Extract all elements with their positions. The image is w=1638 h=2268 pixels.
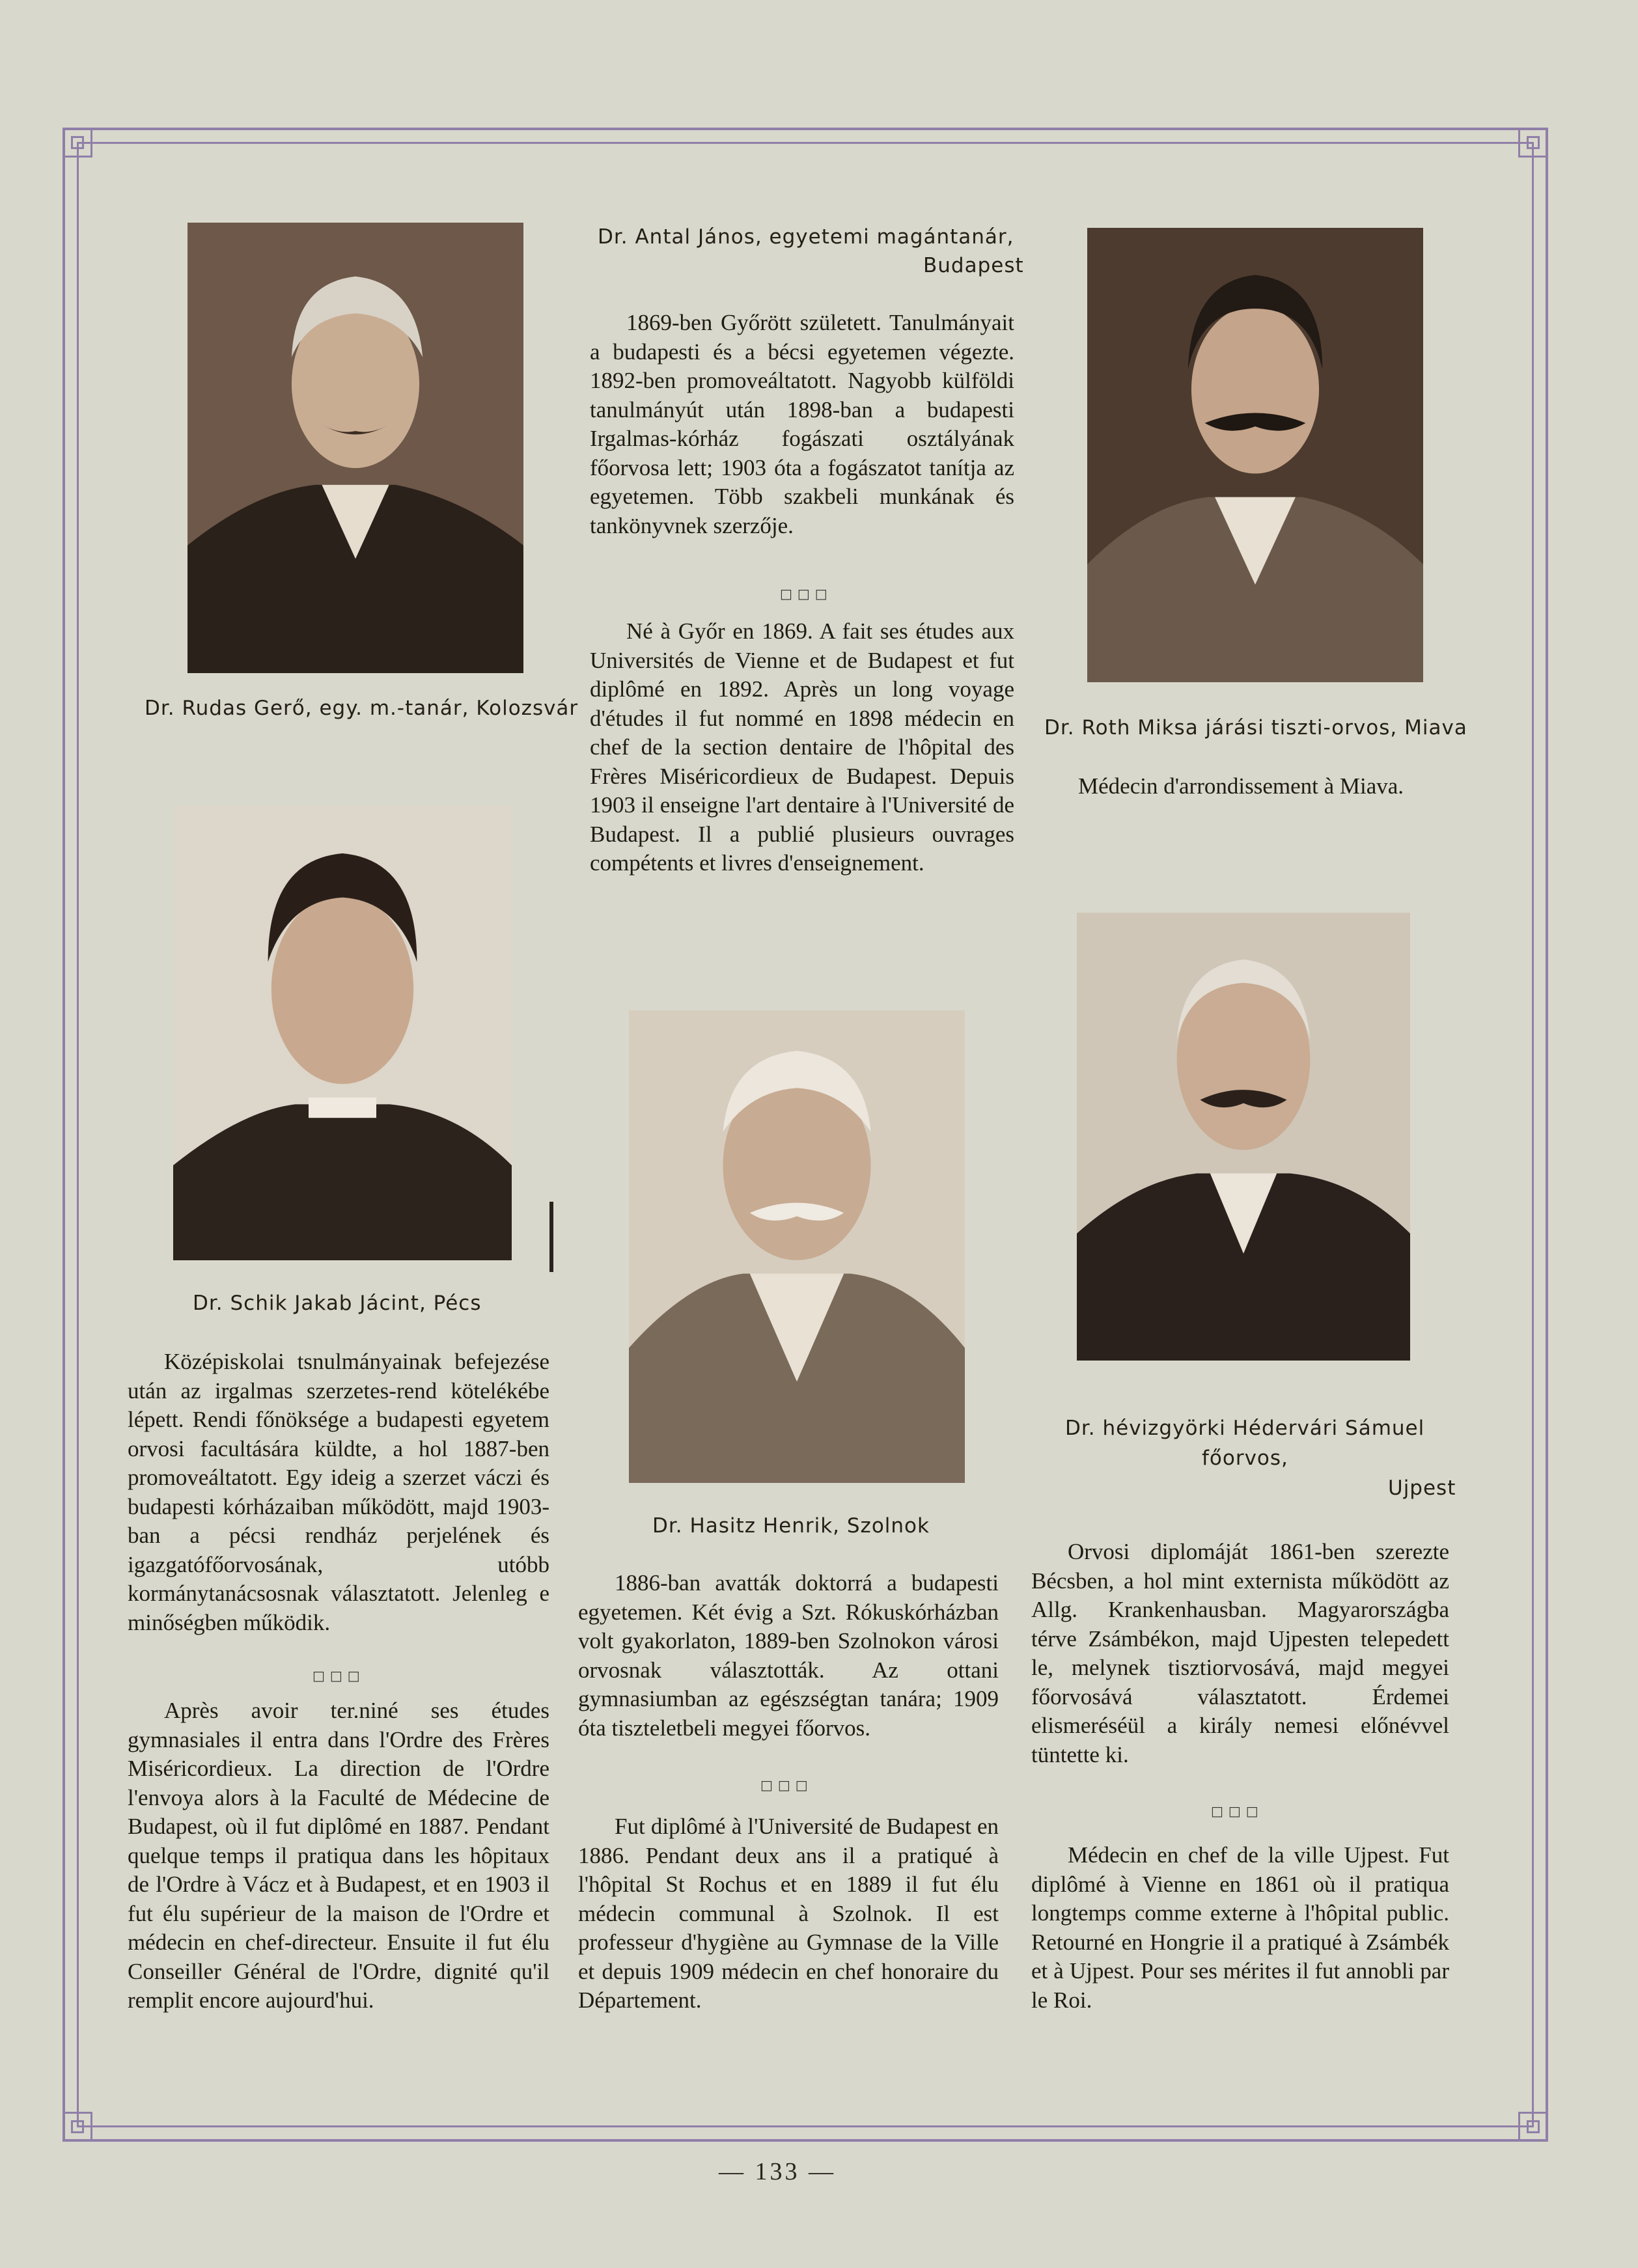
portrait-photo-roth <box>1087 228 1423 682</box>
page-number: — 133 — <box>719 2158 836 2185</box>
text-schik-hungarian: Középiskolai tsnulmányainak befejezése után az irgalmas szerzetes-rend kötelékébe lépett. Rendi főnöksége a budapesti egyetem orvosi facultására küldte, a hol 1887-ben promoveáltatott. Egy ideig a szerzet váczi és budapesti kórházaiban működött, majd 1903-ban a pécsi rendház perjelének és igazgatófőorvosának, utóbb kormánytanácsosnak választatott. Jelenleg e minőségben működik. <box>128 1349 549 1635</box>
caption-roth: Dr. Roth Miksa járási tiszti-orvos, Miava <box>1044 716 1467 740</box>
text-antal-french: Né à Győr en 1869. A fait ses études aux Universités de Vienne et de Budapest et fut diplômé en 1892. Après un long voyage d'études il fut nommé en 1898 médecin en chef de la section dentaire de l'hôpital des Frères Miséricordieux de Budapest. Depuis 1903 il enseigne l'art dentaire à l'Université de Budapest. Il a publié plusieurs ouvrages compétents et livres d'enseignement. <box>590 618 1014 876</box>
caption-antal-line1: Dr. Antal János, egyetemi magántanár, <box>598 225 1014 249</box>
portrait-photo-schik <box>173 806 512 1260</box>
section-separator <box>760 1777 813 1793</box>
text-schik-french: Après avoir ter.niné ses études gymnasiales il entra dans l'Ordre des Frères Miséricordieux. La direction de l'Ordre l'envoya alors à la Faculté de Médecine de Budapest, où il fut diplômé en 1887. Pendant quelque temps il pratiqua dans les hôpitaux de l'Ordre à Vácz et à Budapest, et en 1903 il fut élu supérieur de la maison de l'Ordre et médecin en chef-directeur. Ensuite il fut élu Conseiller Général de l'Ordre, dignité qu'il remplit encore aujourd'hui. <box>128 1698 549 2013</box>
caption-hasitz: Dr. Hasitz Henrik, Szolnok <box>652 1514 930 1538</box>
caption-hedervari-line2: főorvos, <box>1202 1446 1288 1470</box>
frame-corner-ornament <box>62 128 92 158</box>
text-roth-french: Médecin d'arrondissement à Miava. <box>1078 773 1404 799</box>
caption-antal-line2: Budapest <box>923 254 1024 277</box>
frame-corner-ornament <box>1518 128 1548 158</box>
caption-hedervari-line1: Dr. hévizgyörki Hédervári Sámuel <box>1065 1417 1425 1440</box>
text-hasitz-hungarian: 1886-ban avatták doktorrá a budapesti egyetemen. Két évig a Szt. Rókuskórházban volt gyakorlaton, 1889-ben Szolnokon városi orvosnak választották. Az ottani gymnasiumban az egészségtan tanára; 1909 óta tiszteletbeli megyei főorvos. <box>578 1570 999 1741</box>
portrait-photo-rudas <box>187 223 523 673</box>
text-hedervari-hungarian: Orvosi diplomáját 1861-ben szerezte Bécsben, a hol mint externista működött az Allg. Krankenhausban. Magyarországba térve Zsámbékon, majd Ujpesten telepedett le, melynek tisztiorvosává, majd megyei főorvosává választatott. Érdemei elismeréséül a király nemesi előnévvel tüntette ki. <box>1031 1539 1449 1767</box>
section-separator <box>780 586 833 602</box>
text-hasitz-french: Fut diplômé à l'Université de Budapest en 1886. Pendant deux ans il a pratiqué à l'hôpital St Rochus et en 1889 il fut élu médecin communal à Szolnok. Il est professeur d'hygiène au Gymnase de la Ville et depuis 1909 médecin en chef honoraire du Département. <box>578 1814 999 2013</box>
frame-corner-ornament <box>62 2112 92 2142</box>
frame-corner-ornament <box>1518 2112 1548 2142</box>
portrait-photo-hasitz <box>629 1010 965 1483</box>
section-separator <box>1211 1803 1264 1819</box>
portrait-photo-hedervari <box>1077 913 1410 1361</box>
caption-rudas: Dr. Rudas Gerő, egy. m.-tanár, Kolozsvár <box>145 697 579 720</box>
text-hedervari-french: Médecin en chef de la ville Ujpest. Fut diplômé à Vienne en 1861 où il pratiqua longtemps comme externe à l'hôpital public. Retourné en Hongrie il a pratiqué à Zsámbék et à Ujpest. Pour ses mérites il fut annobli par le Roi. <box>1031 1842 1449 2013</box>
text-antal-hungarian: 1869-ben Győrött született. Tanulmányait a budapesti és a bécsi egyetemen végezte. 1892-ben promoveáltatott. Nagyobb külföldi tanulmányút után 1898-ban a budapesti Irgalmas-kórház fogászati osztályának főorvosa lett; 1903 óta a fogászatot tanítja az egyetemen. Több szakbeli munkának és tankönyvnek szerzője. <box>590 310 1014 538</box>
caption-hedervari-line3: Ujpest <box>1388 1476 1456 1500</box>
caption-schik: Dr. Schik Jakab Jácint, Pécs <box>193 1292 482 1315</box>
decorative-edge-line <box>549 1202 553 1272</box>
section-separator <box>312 1668 365 1683</box>
